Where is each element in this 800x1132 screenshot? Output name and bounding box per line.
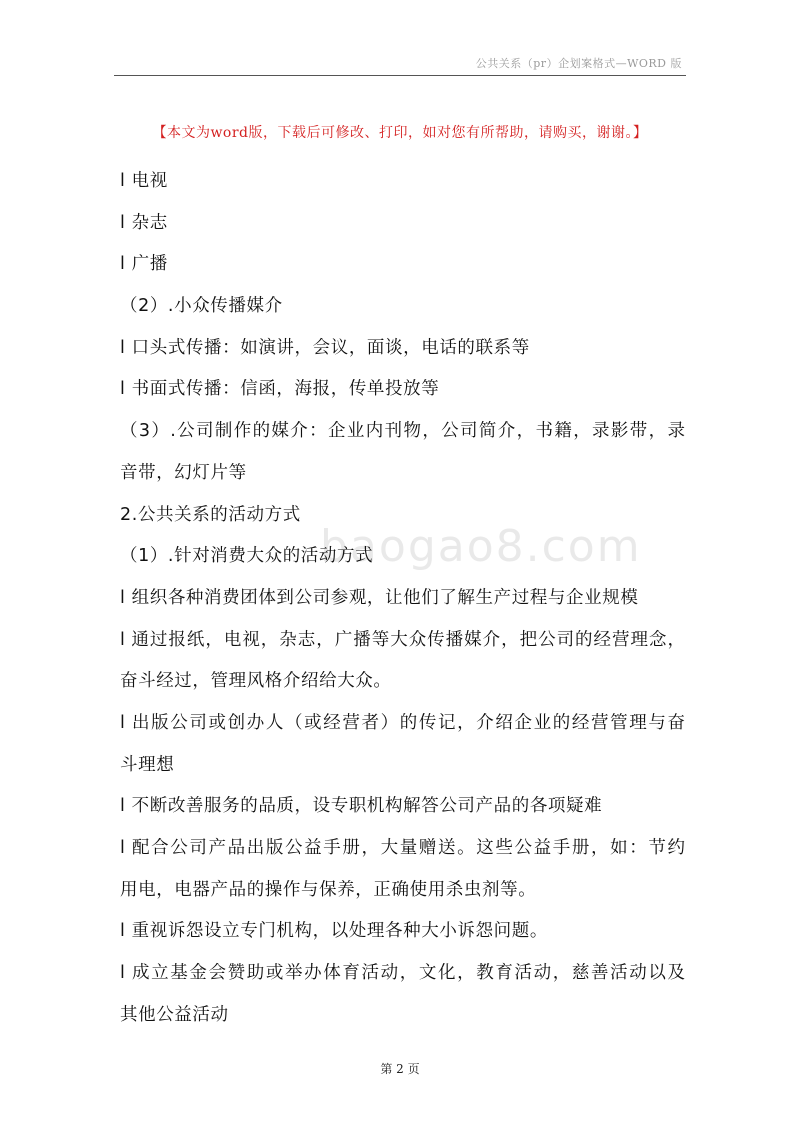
section-heading: （2）.小众传播媒介 bbox=[120, 296, 283, 317]
page-header-title: 公共关系（pr）企划案格式—WORD 版 bbox=[475, 57, 682, 70]
paragraph-line: 斗理想 bbox=[120, 754, 175, 775]
paragraph-line: 其他公益活动 bbox=[120, 1004, 229, 1025]
list-item: l 不断改善服务的品质，设专职机构解答公司产品的各项疑难 bbox=[120, 796, 603, 817]
download-notice: 【本文为word版，下载后可修改、打印，如对您有所帮助，请购买，谢谢。】 bbox=[152, 125, 648, 141]
section-heading: 2.公共关系的活动方式 bbox=[120, 504, 301, 525]
paragraph-line: 音带，幻灯片等 bbox=[120, 462, 247, 483]
section-heading: （1）.针对消费大众的活动方式 bbox=[120, 546, 374, 567]
header-divider bbox=[114, 75, 686, 76]
paragraph-line: 奋斗经过，管理风格介绍给大众。 bbox=[120, 671, 392, 692]
watermark-text: baogao8.com bbox=[320, 521, 642, 572]
list-item: l 杂志 bbox=[120, 212, 168, 233]
list-item: l 成立基金会赞助或举办体育活动，文化，教育活动，慈善活动以及 bbox=[120, 963, 685, 984]
list-item: l 通过报纸，电视，杂志，广播等大众传播媒介，把公司的经营理念， bbox=[120, 629, 685, 650]
list-item: l 重视诉怨设立专门机构，以处理各种大小诉怨问题。 bbox=[120, 921, 548, 942]
list-item: l 配合公司产品出版公益手册，大量赠送。这些公益手册，如：节约 bbox=[120, 838, 685, 858]
list-item: l 广播 bbox=[120, 254, 168, 275]
list-item: l 组织各种消费团体到公司参观，让他们了解生产过程与企业规模 bbox=[120, 587, 639, 608]
list-item: l 书面式传播：信函，海报，传单投放等 bbox=[120, 379, 440, 400]
paragraph-line: （3）.公司制作的媒介：企业内刊物，公司简介，书籍，录影带，录 bbox=[120, 421, 685, 442]
paragraph-line: 用电，电器产品的操作与保养，正确使用杀虫剂等。 bbox=[120, 879, 537, 900]
page-number: 第 2 页 bbox=[380, 1062, 420, 1076]
list-item: l 口头式传播：如演讲，会议，面谈，电话的联系等 bbox=[120, 337, 530, 358]
list-item: l 出版公司或创办人（或经营者）的传记，介绍企业的经营管理与奋 bbox=[120, 712, 685, 733]
list-item: l 电视 bbox=[120, 171, 168, 191]
document-body bbox=[120, 166, 685, 1041]
